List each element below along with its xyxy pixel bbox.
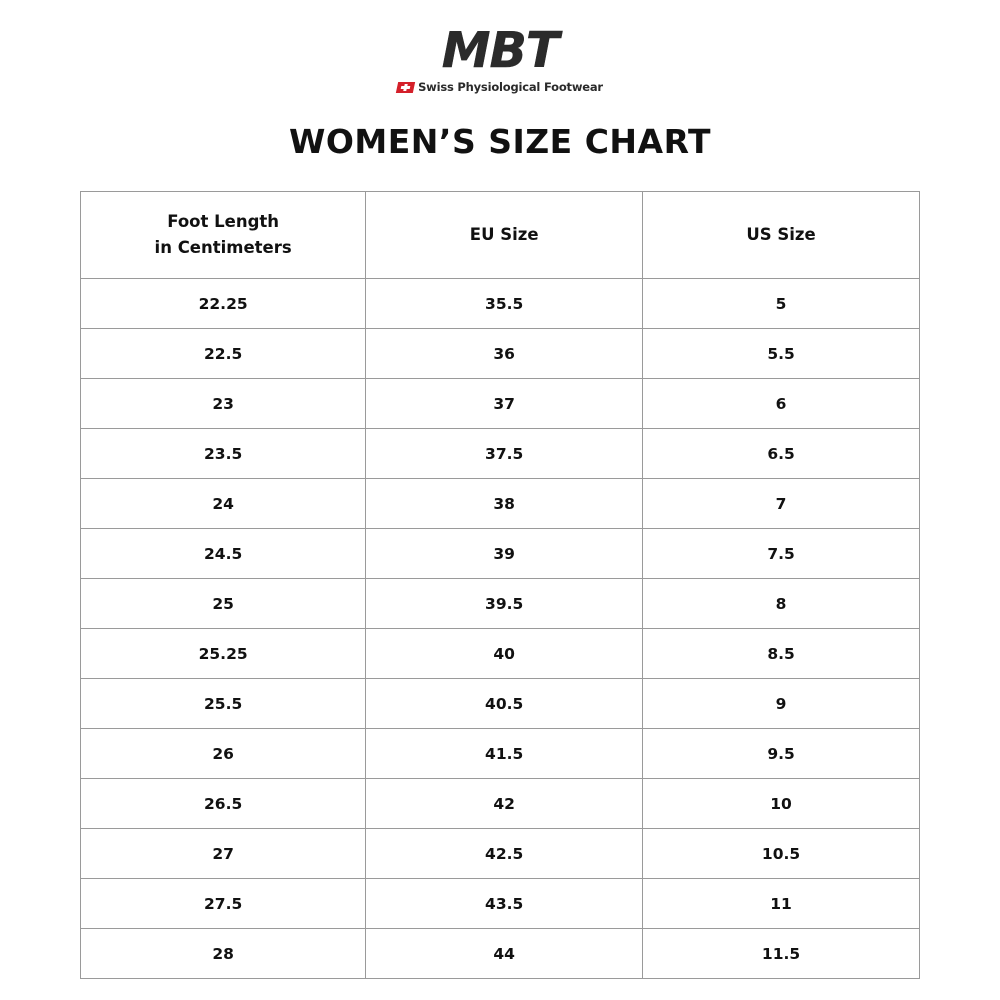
cell-us-size: 9.5 — [643, 729, 920, 779]
logo-tagline: Swiss Physiological Footwear — [418, 80, 603, 94]
cell-foot-length: 22.5 — [81, 329, 366, 379]
brand-logo — [395, 22, 605, 94]
cell-us-size: 11.5 — [643, 929, 920, 979]
cell-foot-length: 23.5 — [81, 429, 366, 479]
cell-us-size: 9 — [643, 679, 920, 729]
table-body — [81, 279, 920, 979]
table-row — [81, 429, 920, 479]
table-row — [81, 879, 920, 929]
page-title: WOMEN’S SIZE CHART — [288, 122, 712, 161]
cell-eu-size: 37 — [366, 379, 643, 429]
logo-wordmark: MBT — [441, 22, 559, 79]
table-row — [81, 529, 920, 579]
cell-eu-size: 38 — [366, 479, 643, 529]
cell-us-size: 5.5 — [643, 329, 920, 379]
cell-eu-size: 42.5 — [366, 829, 643, 879]
table-header-row — [81, 192, 920, 279]
cell-eu-size: 37.5 — [366, 429, 643, 479]
table-row — [81, 829, 920, 879]
size-chart-table-wrapper — [80, 191, 920, 979]
cell-us-size: 8 — [643, 579, 920, 629]
cell-us-size: 6 — [643, 379, 920, 429]
cell-us-size: 11 — [643, 879, 920, 929]
table-row — [81, 729, 920, 779]
table-row — [81, 579, 920, 629]
column-header-line1: EU Size — [469, 225, 539, 245]
cell-foot-length: 28 — [81, 929, 366, 979]
cell-foot-length: 25 — [81, 579, 366, 629]
column-header-us-size — [643, 192, 920, 279]
cell-us-size: 7 — [643, 479, 920, 529]
cell-eu-size: 35.5 — [366, 279, 643, 329]
cell-eu-size: 44 — [366, 929, 643, 979]
table-row — [81, 629, 920, 679]
cell-foot-length: 24.5 — [81, 529, 366, 579]
cell-foot-length: 24 — [81, 479, 366, 529]
column-header-line2: in Centimeters — [154, 238, 292, 257]
cell-eu-size: 39.5 — [366, 579, 643, 629]
cell-foot-length: 22.25 — [81, 279, 366, 329]
cell-eu-size: 42 — [366, 779, 643, 829]
logo-subtitle — [397, 80, 603, 94]
table-header — [81, 192, 920, 279]
table-row — [81, 479, 920, 529]
column-header-line1: US Size — [746, 225, 816, 245]
cell-us-size: 10 — [643, 779, 920, 829]
cell-eu-size: 39 — [366, 529, 643, 579]
table-row — [81, 379, 920, 429]
column-header-line1: Foot Length — [167, 212, 280, 232]
cell-eu-size: 40 — [366, 629, 643, 679]
cell-foot-length: 23 — [81, 379, 366, 429]
cell-foot-length: 25.25 — [81, 629, 366, 679]
cell-eu-size: 41.5 — [366, 729, 643, 779]
table-row — [81, 329, 920, 379]
cell-foot-length: 26.5 — [81, 779, 366, 829]
cell-us-size: 6.5 — [643, 429, 920, 479]
cell-eu-size: 40.5 — [366, 679, 643, 729]
cell-eu-size: 36 — [366, 329, 643, 379]
cell-eu-size: 43.5 — [366, 879, 643, 929]
size-chart-table — [80, 191, 920, 979]
cell-us-size: 7.5 — [643, 529, 920, 579]
table-row — [81, 279, 920, 329]
cell-foot-length: 27 — [81, 829, 366, 879]
cell-us-size: 5 — [643, 279, 920, 329]
cell-foot-length: 25.5 — [81, 679, 366, 729]
cell-us-size: 8.5 — [643, 629, 920, 679]
cell-us-size: 10.5 — [643, 829, 920, 879]
cell-foot-length: 26 — [81, 729, 366, 779]
cell-foot-length: 27.5 — [81, 879, 366, 929]
column-header-foot-length — [81, 192, 366, 279]
table-row — [81, 929, 920, 979]
swiss-cross-icon — [396, 82, 415, 93]
column-header-eu-size — [366, 192, 643, 279]
table-row — [81, 679, 920, 729]
table-row — [81, 779, 920, 829]
